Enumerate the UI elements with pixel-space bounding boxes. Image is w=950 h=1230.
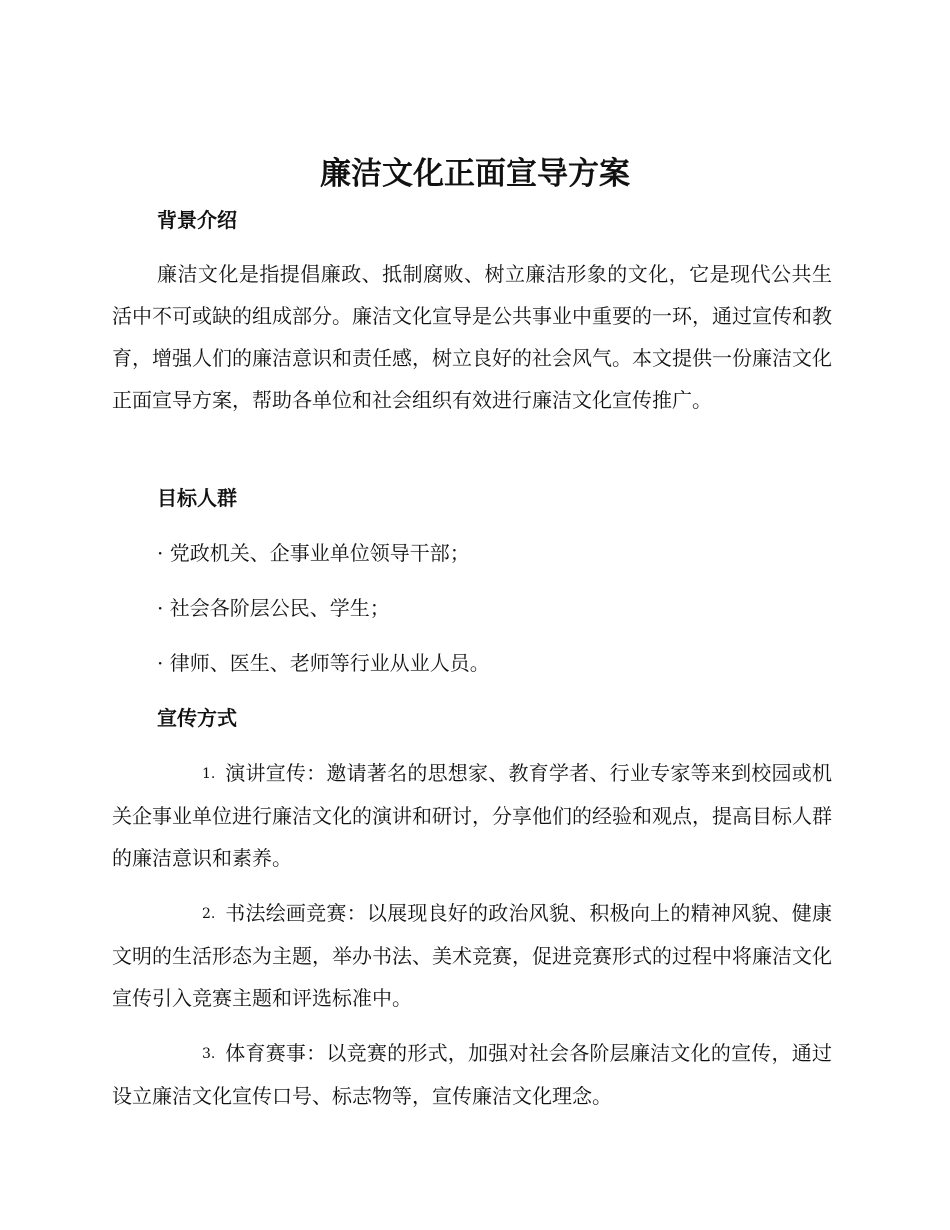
target-item: · 律师、医生、老师等行业从业人员。 bbox=[157, 651, 490, 675]
method-item bbox=[112, 752, 832, 879]
method-number: 3. bbox=[202, 1046, 216, 1062]
target-item: · 社会各阶层公民、学生； bbox=[157, 596, 390, 620]
section-heading-methods: 宣传方式 bbox=[157, 706, 237, 730]
section-heading-background: 背景介绍 bbox=[157, 208, 237, 232]
background-paragraph: 廉洁文化是指提倡廉政、抵制腐败、树立廉洁形象的文化，它是现代公共生活中不可或缺的组成部分。廉洁文化宣导是公共事业中重要的一环，通过宣传和教育，增强人们的廉洁意识和责任感，树立良好的社会风气。本文提供一份廉洁文化正面宣导方案，帮助各单位和社会组织有效进行廉洁文化宣传推广。 bbox=[112, 262, 832, 412]
method-text: 演讲宣传：邀请著名的思想家、教育学者、行业专家等来到校园或机关企事业单位进行廉洁文化的演讲和研讨，分享他们的经验和观点，提高目标人群的廉洁意识和素养。 bbox=[112, 761, 832, 870]
method-item bbox=[112, 1032, 832, 1117]
document-title: 廉洁文化正面宣导方案 bbox=[320, 156, 630, 192]
method-number: 1. bbox=[202, 766, 216, 782]
method-text: 体育赛事：以竞赛的形式，加强对社会各阶层廉洁文化的宣传，通过设立廉洁文化宣传口号、标志物等，宣传廉洁文化理念。 bbox=[112, 1041, 832, 1108]
section-heading-target: 目标人群 bbox=[157, 486, 237, 510]
target-item: · 党政机关、企事业单位领导干部； bbox=[157, 541, 470, 565]
method-text: 书法绘画竞赛：以展现良好的政治风貌、积极向上的精神风貌、健康文明的生活形态为主题，举办书法、美术竞赛，促进竞赛形式的过程中将廉洁文化宣传引入竞赛主题和评选标准中。 bbox=[112, 901, 832, 1010]
method-item bbox=[112, 892, 832, 1019]
method-number: 2. bbox=[202, 906, 216, 922]
